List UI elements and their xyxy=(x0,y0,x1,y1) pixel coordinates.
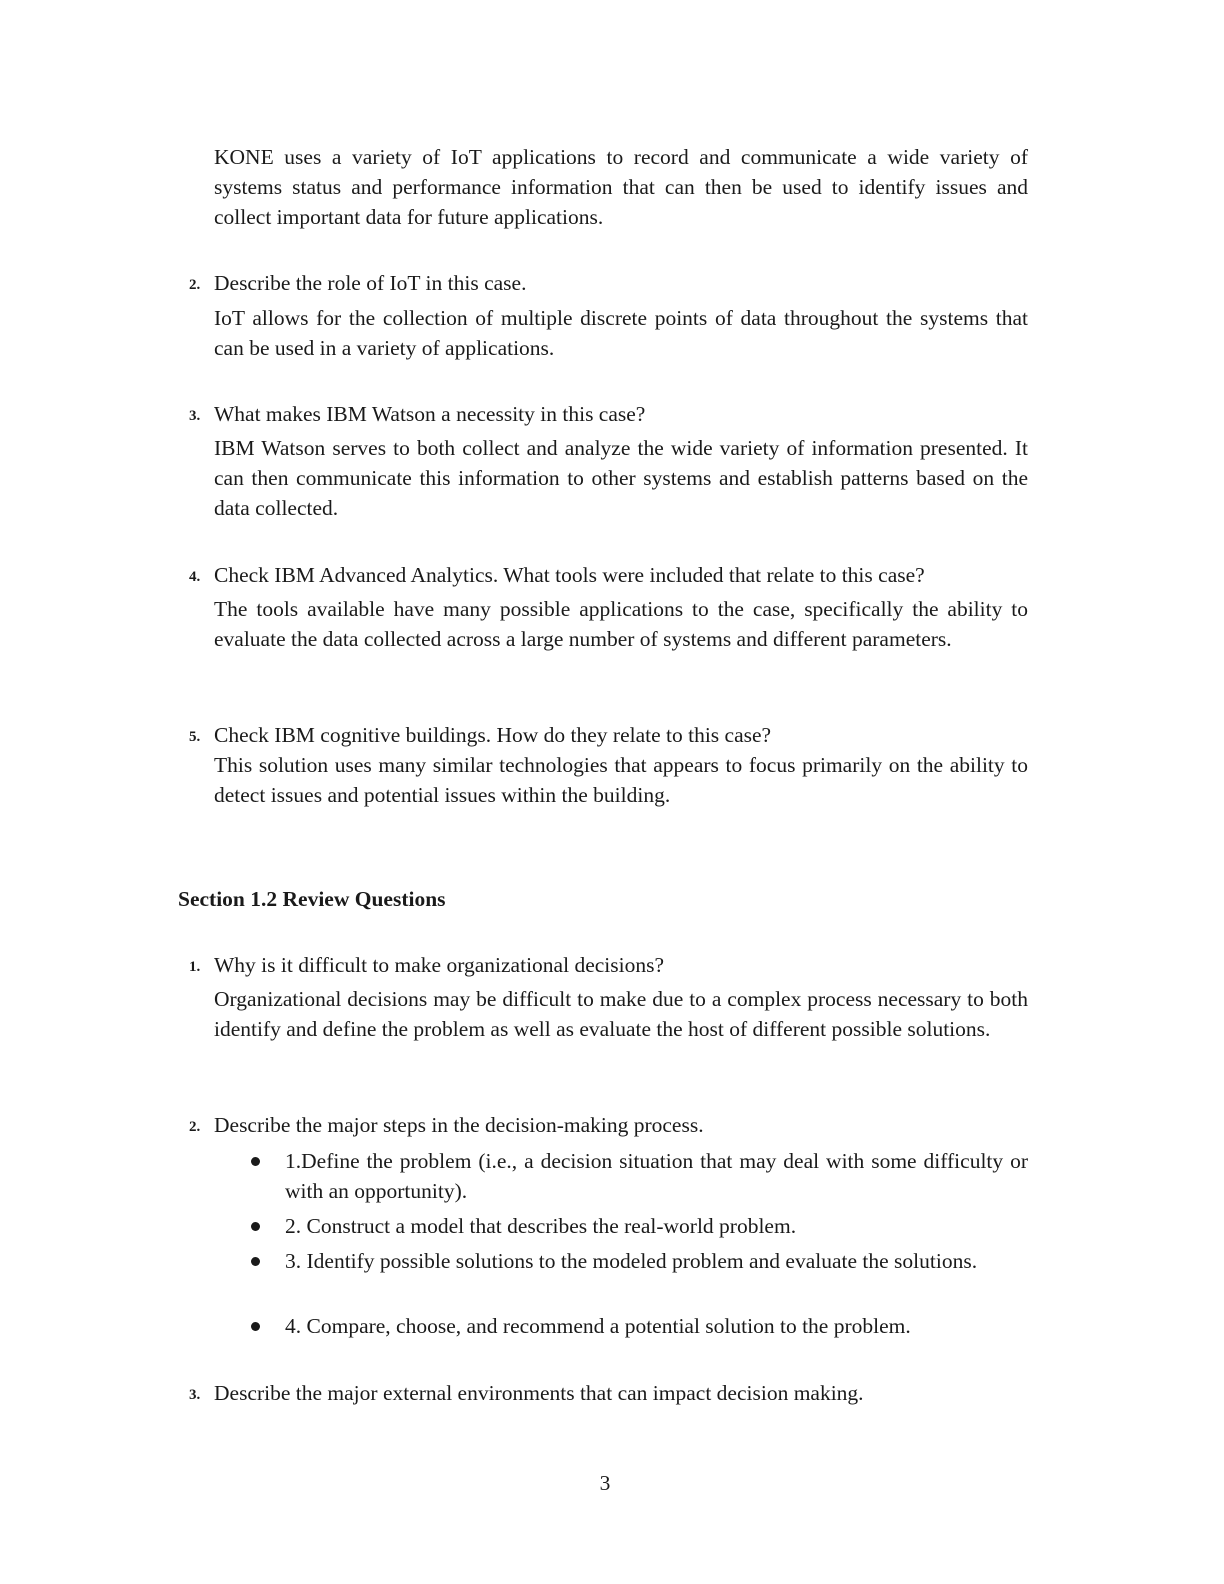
question-number: 1. xyxy=(189,959,201,975)
answer-text: This solution uses many similar technologies that appears to focus primarily on the ability to detect issues and potential issues within the building. xyxy=(214,753,1028,807)
page-number: 3 xyxy=(599,1471,611,1495)
question-number: 2. xyxy=(189,1119,201,1135)
list-item: 3. Identify possible solutions to the modeled problem and evaluate the solutions. xyxy=(285,1249,978,1273)
answer-text: IoT allows for the collection of multiple discrete points of data throughout the systems that can be used in a variety of applications. xyxy=(214,306,1028,360)
bullet-dot xyxy=(251,1222,260,1231)
question-number: 3. xyxy=(189,1387,201,1403)
question-text: Check IBM cognitive buildings. How do they relate to this case? xyxy=(214,723,772,747)
list-item: 1.Define the problem (i.e., a decision situation that may deal with some difficulty or with an opportunity). xyxy=(285,1149,1028,1203)
question-text: Describe the major external environments that can impact decision making. xyxy=(214,1381,864,1405)
bullet-dot xyxy=(251,1257,260,1266)
question-number: 4. xyxy=(189,569,201,585)
question-number: 2. xyxy=(189,277,201,293)
question-text: Check IBM Advanced Analytics. What tools were included that relate to this case? xyxy=(214,563,925,587)
bullet-dot xyxy=(251,1157,260,1166)
question-text: Why is it difficult to make organizational decisions? xyxy=(214,953,664,977)
question-text: Describe the role of IoT in this case. xyxy=(214,271,527,295)
intro-answer: KONE uses a variety of IoT applications to record and communicate a wide variety of systems status and performance information that can then be used to identify issues and collect important data for future applications. xyxy=(214,145,1028,229)
section-heading: Section 1.2 Review Questions xyxy=(178,887,446,911)
question-number: 3. xyxy=(189,408,201,424)
answer-text: IBM Watson serves to both collect and analyze the wide variety of information presented. It can then communicate this information to other systems and establish patterns based on the data collected. xyxy=(214,436,1028,520)
answer-text: Organizational decisions may be difficult to make due to a complex process necessary to both identify and define the problem as well as evaluate the host of different possible solutions. xyxy=(214,987,1028,1041)
question-text: What makes IBM Watson a necessity in this case? xyxy=(214,402,646,426)
question-text: Describe the major steps in the decision-making process. xyxy=(214,1113,704,1137)
list-item: 4. Compare, choose, and recommend a potential solution to the problem. xyxy=(285,1314,911,1338)
answer-text: The tools available have many possible applications to the case, specifically the ability to evaluate the data collected across a large number of systems and different parameters. xyxy=(214,597,1028,651)
bullet-dot xyxy=(251,1322,260,1331)
question-number: 5. xyxy=(189,729,201,745)
list-item: 2. Construct a model that describes the real-world problem. xyxy=(285,1214,797,1238)
